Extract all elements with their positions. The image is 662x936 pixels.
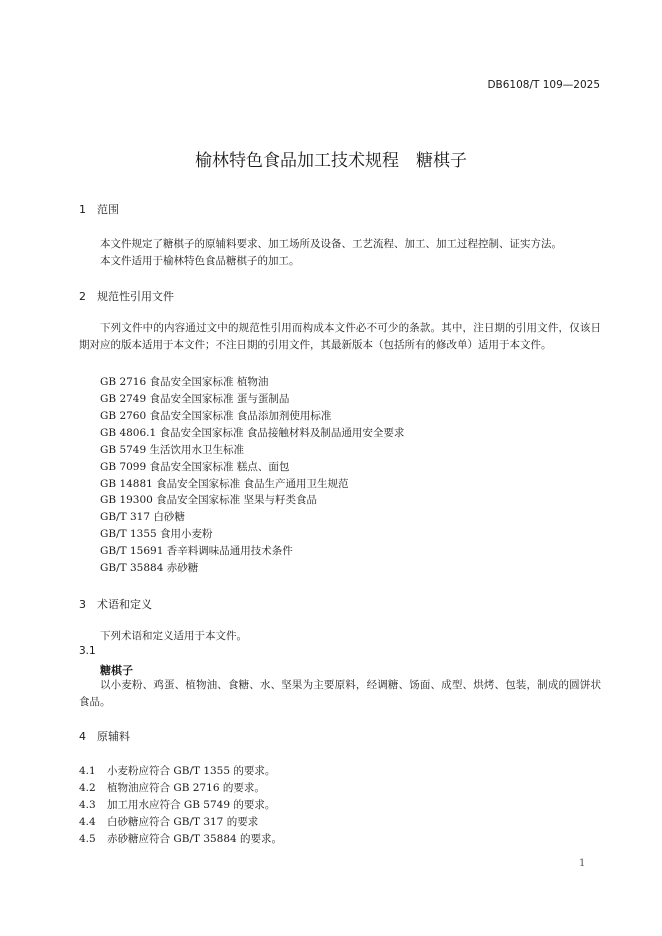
reference-item: GB 5749 生活饮用水卫生标准 [100, 444, 245, 456]
reference-item: GB 14881 食品安全国家标准 食品生产通用卫生规范 [100, 478, 349, 490]
item-number: 4.3 [79, 799, 96, 811]
section-heading-scope [79, 201, 119, 217]
normative-references-intro: 下列文件中的内容通过文中的规范性引用而构成本文件必不可少的条款。其中，注日期的引用文件，仅该日期对应的版本适用于本文件；不注日期的引用文件，其最新版本（包括所有的修改单）适用于本文件。 [79, 322, 601, 351]
section-number: 2 [79, 290, 86, 303]
raw-material-item [79, 780, 265, 795]
raw-material-item [79, 831, 282, 846]
raw-material-item [79, 763, 275, 778]
term-definition: 以小麦粉、鸡蛋、植物油、食糖、水、坚果为主要原料，经调糖、饧面、成型、烘烤、包装，制成的圆饼状食品。 [79, 679, 601, 708]
section-number: 1 [79, 203, 86, 216]
section-title: 范围 [97, 203, 119, 216]
item-number: 4.5 [79, 833, 96, 845]
raw-material-item [79, 797, 275, 812]
terms-intro: 下列术语和定义适用于本文件。 [100, 630, 247, 642]
scope-paragraph-2: 本文件适用于榆林特色食品糖棋子的加工。 [100, 255, 300, 267]
section-heading-raw-materials [79, 728, 130, 744]
reference-item: GB 2716 食品安全国家标准 植物油 [100, 376, 269, 388]
reference-item: GB 4806.1 食品安全国家标准 食品接触材料及制品通用安全要求 [100, 427, 405, 439]
item-number: 4.1 [79, 765, 96, 777]
section-heading-terms [79, 596, 152, 612]
item-text: 赤砂糖应符合 GB/T 35884 的要求。 [107, 833, 283, 845]
reference-item: GB/T 317 白砂糖 [100, 511, 185, 523]
section-heading-normative-references [79, 288, 174, 304]
reference-item: GB 2760 食品安全国家标准 食品添加剂使用标准 [100, 410, 332, 422]
reference-item: GB/T 15691 香辛料调味品通用技术条件 [100, 545, 293, 557]
item-text: 植物油应符合 GB 2716 的要求。 [107, 782, 265, 794]
item-text: 加工用水应符合 GB 5749 的要求。 [107, 799, 276, 811]
scope-paragraph-1: 本文件规定了糖棋子的原辅料要求、加工场所及设备、工艺流程、加工、加工过程控制、证实方法。 [100, 238, 562, 250]
term-entry-number: 3.1 [79, 645, 96, 657]
item-text: 白砂糖应符合 GB/T 317 的要求 [107, 816, 259, 828]
section-title: 术语和定义 [97, 598, 152, 611]
page-number: 1 [579, 858, 586, 869]
section-title: 原辅料 [97, 730, 130, 743]
item-number: 4.2 [79, 782, 96, 794]
standard-code: DB6108/T 109—2025 [487, 79, 600, 91]
reference-item: GB 7099 食品安全国家标准 糕点、面包 [100, 461, 290, 473]
section-title: 规范性引用文件 [97, 290, 174, 303]
document-title: 榆林特色食品加工技术规程 糖棋子 [195, 151, 467, 171]
reference-item: GB/T 35884 赤砂糖 [100, 562, 199, 574]
reference-item: GB 2749 食品安全国家标准 蛋与蛋制品 [100, 393, 290, 405]
item-number: 4.4 [79, 816, 96, 828]
section-number: 4 [79, 730, 86, 743]
term-name: 糖棋子 [100, 664, 133, 677]
item-text: 小麦粉应符合 GB/T 1355 的要求。 [107, 765, 276, 777]
reference-item: GB/T 1355 食用小麦粉 [100, 528, 213, 540]
section-number: 3 [79, 598, 86, 611]
reference-item: GB 19300 食品安全国家标准 坚果与籽类食品 [100, 494, 318, 506]
raw-material-item [79, 814, 258, 829]
